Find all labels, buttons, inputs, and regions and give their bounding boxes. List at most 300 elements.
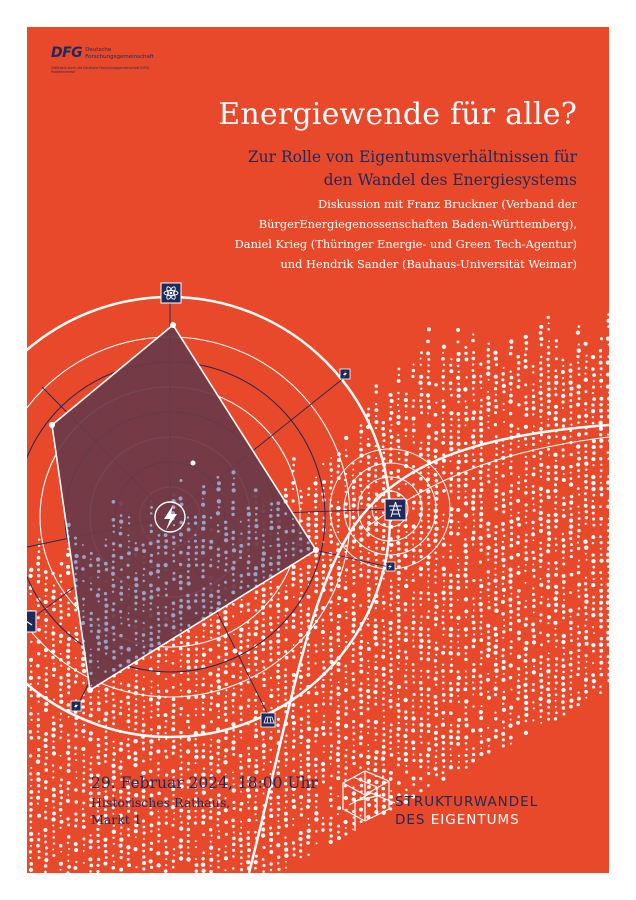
dot <box>81 621 85 625</box>
dot <box>411 627 414 630</box>
dot <box>540 668 542 670</box>
dot <box>555 663 558 666</box>
dot <box>540 685 544 689</box>
dot <box>81 567 84 570</box>
dot <box>322 553 325 556</box>
dot <box>517 361 520 364</box>
dot <box>419 549 423 553</box>
dot <box>479 518 482 521</box>
dot <box>38 850 41 853</box>
dot <box>495 478 497 480</box>
dot <box>165 594 168 597</box>
dot <box>577 457 581 461</box>
dot <box>113 741 115 743</box>
dot <box>299 603 302 606</box>
dot <box>472 597 474 599</box>
dot <box>375 559 378 562</box>
dot <box>261 833 265 837</box>
dot <box>367 569 371 573</box>
dot <box>517 403 520 406</box>
dot <box>465 424 467 426</box>
dot <box>569 537 572 540</box>
dot <box>584 342 588 346</box>
dot <box>172 752 175 755</box>
dot <box>487 469 490 472</box>
dot <box>269 736 273 740</box>
dot <box>509 394 513 398</box>
dot <box>51 733 55 737</box>
dot <box>270 593 273 596</box>
dot <box>254 734 258 738</box>
dot <box>217 668 220 671</box>
dot <box>464 735 468 739</box>
dot <box>300 592 303 595</box>
dot <box>487 480 490 483</box>
dot <box>368 552 370 554</box>
dot <box>449 687 453 691</box>
dot <box>239 754 243 758</box>
dot <box>532 371 534 373</box>
dot <box>419 681 422 684</box>
dot <box>60 665 62 667</box>
dot <box>201 725 205 729</box>
dot <box>442 381 445 384</box>
dot <box>239 730 242 733</box>
dot <box>398 452 400 454</box>
dot <box>231 513 234 516</box>
dot <box>442 597 445 600</box>
dot <box>600 386 602 388</box>
dot <box>360 443 362 445</box>
dot <box>75 759 77 761</box>
dot <box>583 540 587 544</box>
dot <box>45 667 48 670</box>
dot <box>44 864 47 867</box>
dot <box>413 645 416 648</box>
dot <box>463 543 467 547</box>
dot <box>578 560 580 562</box>
dot <box>532 599 535 602</box>
dot <box>186 720 190 724</box>
dot <box>352 576 355 579</box>
dot <box>397 446 400 449</box>
dot <box>426 351 430 355</box>
dot <box>209 762 212 765</box>
dot <box>419 759 423 763</box>
dot <box>210 624 213 627</box>
dot <box>501 654 504 657</box>
dot <box>359 537 363 541</box>
dot <box>202 521 206 525</box>
dot <box>300 766 303 769</box>
dot <box>592 608 595 611</box>
dot <box>427 502 430 505</box>
dot <box>554 675 557 678</box>
dot <box>203 767 205 769</box>
dot <box>472 513 474 515</box>
dot <box>494 375 498 379</box>
dot <box>547 598 549 600</box>
dot <box>112 584 116 588</box>
dot <box>203 630 205 632</box>
dot <box>104 616 107 619</box>
dot <box>233 633 235 635</box>
dot <box>435 564 437 566</box>
dot <box>181 761 183 763</box>
dot <box>150 746 153 749</box>
dot <box>592 686 595 689</box>
dot <box>546 478 550 482</box>
dot <box>458 521 460 523</box>
dot <box>577 571 581 575</box>
dot <box>330 631 332 633</box>
dot <box>60 869 62 871</box>
dot <box>247 603 250 606</box>
dot <box>464 442 467 445</box>
dot <box>585 523 587 525</box>
dot <box>210 720 213 723</box>
dot <box>359 460 362 463</box>
dot <box>554 603 558 607</box>
dot <box>96 864 99 867</box>
dot <box>158 828 160 830</box>
dot <box>262 870 265 873</box>
dot <box>449 441 453 445</box>
dot <box>397 379 401 383</box>
dot <box>105 742 108 745</box>
dot <box>495 568 497 570</box>
dot <box>465 406 468 409</box>
dot <box>472 453 474 455</box>
dot <box>486 372 490 376</box>
dot <box>563 713 566 716</box>
dot <box>404 681 407 684</box>
dot <box>329 636 333 640</box>
dot <box>188 541 190 543</box>
dot <box>232 740 236 744</box>
dot <box>151 680 153 682</box>
dot <box>171 727 175 731</box>
dot <box>120 623 122 625</box>
dot <box>390 411 394 415</box>
dot <box>232 531 235 534</box>
dot <box>45 691 47 693</box>
dot <box>457 563 459 565</box>
dot <box>441 591 445 595</box>
dot <box>479 674 483 678</box>
dot <box>202 707 205 710</box>
dot <box>577 547 580 550</box>
dot <box>292 710 294 712</box>
dot <box>337 699 339 701</box>
dot <box>36 772 40 776</box>
dot <box>599 517 603 521</box>
dot <box>277 610 280 613</box>
dot <box>481 705 483 707</box>
dot <box>584 588 587 591</box>
dot <box>134 620 137 623</box>
dot <box>532 689 535 692</box>
dot <box>367 593 371 597</box>
dot <box>546 585 550 589</box>
dot <box>150 506 153 509</box>
dot <box>68 848 70 850</box>
dot <box>577 649 580 652</box>
dot <box>599 403 602 406</box>
dot <box>427 742 430 745</box>
dot <box>52 716 55 719</box>
dot <box>427 646 430 649</box>
dot <box>254 728 257 731</box>
dot <box>427 454 430 457</box>
dot <box>142 867 145 870</box>
dot <box>352 611 356 615</box>
dot <box>501 576 505 580</box>
dot <box>427 370 430 373</box>
dot <box>338 645 340 647</box>
dot <box>269 587 272 590</box>
dot <box>224 646 228 650</box>
dot <box>375 547 378 550</box>
dot <box>412 405 415 408</box>
dot <box>516 499 520 503</box>
dot <box>396 733 399 736</box>
dot <box>479 627 482 630</box>
dot <box>382 433 386 437</box>
dot <box>30 767 32 769</box>
dot <box>276 633 280 637</box>
dot <box>585 642 589 646</box>
dot <box>599 355 602 358</box>
dot <box>307 769 310 772</box>
dot <box>231 746 235 750</box>
dot <box>547 718 550 721</box>
dot <box>569 519 573 523</box>
dot <box>538 391 542 395</box>
dot <box>442 352 444 354</box>
dot <box>157 762 160 765</box>
dot <box>149 751 153 755</box>
dot <box>457 401 460 404</box>
dot <box>173 620 175 622</box>
dot <box>202 702 204 704</box>
dot <box>254 699 257 702</box>
dot <box>540 476 542 478</box>
dot <box>53 698 55 700</box>
dot <box>449 573 452 576</box>
dot <box>419 399 422 402</box>
dot <box>240 868 243 871</box>
dot <box>322 817 324 819</box>
dot <box>397 757 401 761</box>
dot <box>494 411 497 414</box>
dot <box>97 708 101 712</box>
dot <box>546 573 550 577</box>
dot <box>427 634 430 637</box>
dot <box>178 844 182 848</box>
dot <box>165 851 169 855</box>
dot <box>606 600 609 604</box>
dot <box>465 748 467 750</box>
dot <box>606 318 609 322</box>
dot <box>195 684 197 686</box>
dot <box>52 764 55 767</box>
dot <box>30 707 32 709</box>
dot <box>546 466 549 469</box>
dot <box>284 698 287 701</box>
dot <box>135 644 137 646</box>
dot <box>488 595 490 597</box>
dot <box>97 738 100 741</box>
dot <box>179 599 183 603</box>
dot <box>52 590 56 594</box>
dot <box>419 537 422 540</box>
dot <box>270 581 272 583</box>
dot <box>607 607 609 610</box>
dot <box>128 540 130 542</box>
dot <box>210 853 212 855</box>
dot <box>524 606 527 609</box>
dot <box>262 630 265 633</box>
dot <box>44 570 48 574</box>
dot <box>449 682 452 685</box>
dot <box>314 500 318 504</box>
dot <box>540 422 542 424</box>
dot <box>592 596 595 599</box>
dot <box>569 687 572 690</box>
dot <box>494 489 498 493</box>
dot <box>375 661 377 663</box>
dot <box>232 579 235 582</box>
dot <box>232 573 235 576</box>
dot <box>375 607 377 609</box>
dot <box>509 610 513 614</box>
dot <box>186 594 189 597</box>
dot <box>74 608 77 611</box>
dot <box>383 692 385 694</box>
dot <box>592 662 594 664</box>
dot <box>315 577 319 581</box>
dot <box>404 650 407 653</box>
dot <box>345 617 347 619</box>
dot <box>403 734 407 738</box>
dot <box>608 523 609 526</box>
dot <box>516 355 519 358</box>
dot <box>569 507 572 510</box>
dot <box>555 670 558 673</box>
dot <box>405 411 407 413</box>
dot <box>278 694 280 696</box>
dot <box>479 692 483 696</box>
dot <box>412 705 415 708</box>
dot <box>90 834 92 836</box>
dot <box>608 572 609 574</box>
dot <box>157 666 159 668</box>
dot <box>561 394 565 398</box>
dot <box>420 657 423 660</box>
dot <box>314 662 316 664</box>
dot <box>127 647 131 651</box>
dot <box>516 721 520 725</box>
dot <box>532 395 535 398</box>
dot <box>36 844 40 848</box>
dot <box>570 682 572 684</box>
dot <box>586 661 588 663</box>
dot <box>157 695 161 699</box>
dot <box>472 410 476 414</box>
dot <box>539 704 542 707</box>
dot <box>292 619 295 622</box>
dot <box>172 704 175 707</box>
dot <box>404 524 408 528</box>
dot <box>442 688 444 690</box>
dot <box>420 507 423 510</box>
dot <box>494 561 497 564</box>
dot <box>487 391 489 393</box>
dot <box>315 530 318 533</box>
dot <box>495 586 497 588</box>
dot <box>562 671 565 674</box>
dot <box>472 477 475 480</box>
dot <box>569 405 572 408</box>
dot <box>555 339 558 342</box>
dot <box>585 360 587 362</box>
dot <box>126 695 130 699</box>
dot <box>480 747 482 749</box>
dot <box>412 597 415 600</box>
dot <box>352 738 354 740</box>
dot <box>210 696 213 699</box>
dot <box>449 531 453 535</box>
dot <box>606 559 609 563</box>
dot <box>494 735 498 739</box>
dot <box>306 739 310 743</box>
dot <box>37 713 39 715</box>
dot <box>60 713 62 715</box>
dot <box>112 866 116 870</box>
dot <box>412 369 415 372</box>
dot <box>269 646 272 649</box>
dot <box>524 713 528 717</box>
dot <box>232 729 235 732</box>
dot <box>307 487 310 490</box>
dot <box>471 506 475 510</box>
dot <box>539 427 543 431</box>
dot <box>133 739 137 743</box>
dot <box>375 576 378 579</box>
dot <box>270 689 273 692</box>
dot <box>487 648 491 652</box>
dot <box>473 610 475 612</box>
dot <box>82 610 84 612</box>
dot <box>388 681 392 685</box>
dot <box>585 486 588 489</box>
dot <box>187 840 190 843</box>
dot <box>464 346 467 349</box>
dot <box>277 598 279 600</box>
dot <box>248 657 250 659</box>
dot <box>134 685 138 689</box>
dot <box>501 732 505 736</box>
dot <box>464 646 468 650</box>
dot <box>487 630 490 633</box>
dot <box>195 552 198 555</box>
dot <box>367 672 369 674</box>
dot <box>53 663 55 665</box>
dot <box>540 499 543 502</box>
dot <box>240 695 242 697</box>
dot <box>449 735 453 739</box>
